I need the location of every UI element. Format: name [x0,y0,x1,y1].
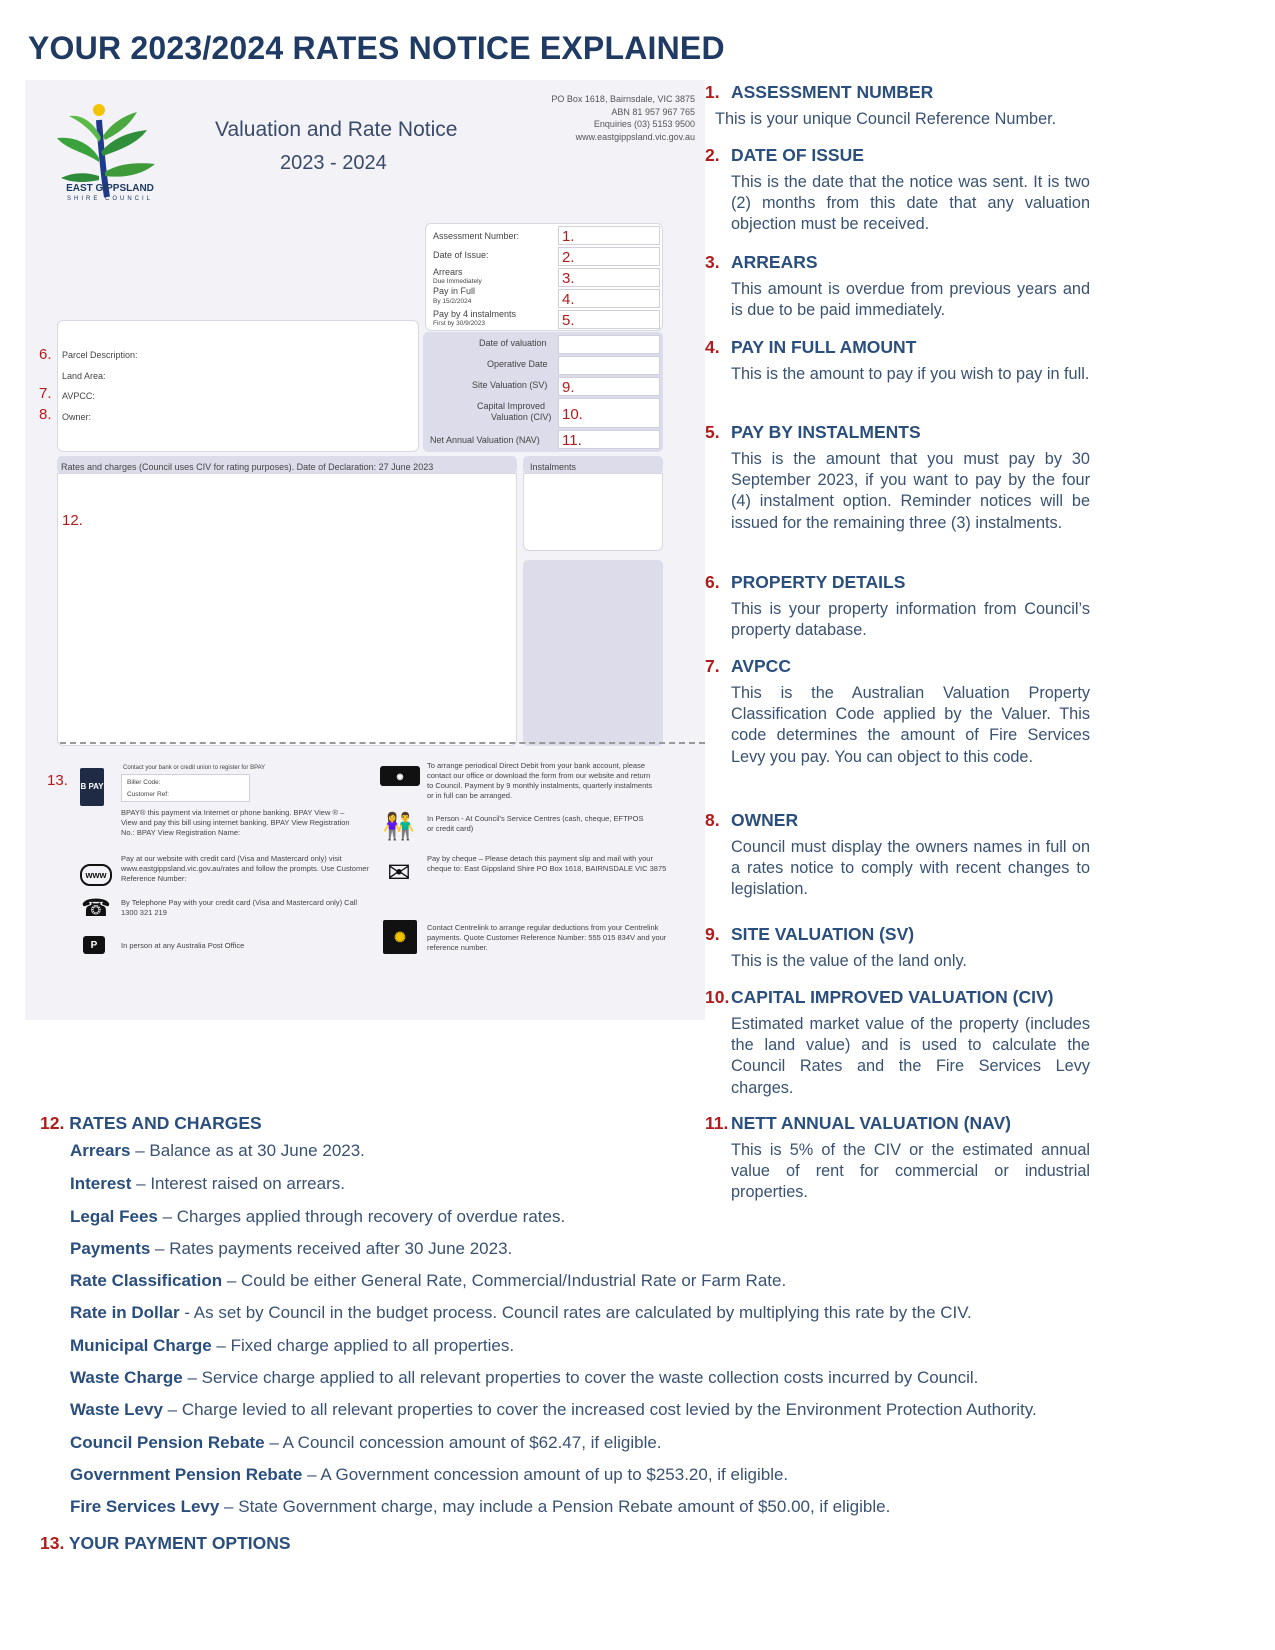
rate-item: Rate in Dollar - As set by Council in the budget process. Council rates are calculated by multiplying this rate by the CIV. [70,1303,972,1322]
section-13-heading: 13. YOUR PAYMENT OPTIONS [40,1533,291,1553]
rate-item: Legal Fees – Charges applied through recovery of overdue rates. [70,1207,566,1226]
notice-title: Valuation and Rate Notice [215,118,458,141]
explain-pay-in-full: 4. PAY IN FULL AMOUNT This is the amount to pay if you wish to pay in full. [705,337,1090,383]
explain-arrears: 3. ARREARS This amount is overdue from previous years and is due to be paid immediately. [705,252,1090,320]
notice-year: 2023 - 2024 [280,152,387,174]
post-office-icon: P [83,936,105,954]
direct-debit-icon: ◉ [380,766,420,786]
people-icon: 👫 [382,810,416,841]
section-12-heading: 12. RATES AND CHARGES [40,1113,262,1133]
rates-box [57,473,517,746]
envelope-icon: ✉ [387,856,411,888]
property-box [57,320,419,452]
notice-contact: PO Box 1618, Bairnsdale, VIC 3875 ABN 81 957 967 765 Enquiries (03) 5153 9500 www.eastgippsland.vic.gov.au [551,94,695,142]
explain-property-details: 6. PROPERTY DETAILS This is your property information from Council’s property database. [705,572,1090,640]
rate-item: Payments – Rates payments received after 30 June 2023. [70,1239,513,1258]
explain-assessment-number: 1. ASSESSMENT NUMBER This is your unique Council Reference Number. [705,82,1057,128]
rate-item: Interest – Interest raised on arrears. [70,1174,345,1193]
explain-nav: 11. NETT ANNUAL VALUATION (NAV) This is 5% of the CIV or the estimated annual value of rent for commercial or industrial properties. [705,1113,1090,1202]
rate-item: Council Pension Rebate – A Council concession amount of $62.47, if eligible. [70,1433,662,1452]
explain-owner: 8. OWNER Council must display the owners names in full on a rates notice to comply with recent changes to legislation. [705,810,1090,899]
rate-item: Arrears – Balance as at 30 June 2023. [70,1141,365,1160]
page-title: YOUR 2023/2024 RATES NOTICE EXPLAINED [28,30,725,66]
logo-name: EAST GIPPSLAND [66,183,154,194]
rate-item: Municipal Charge – Fixed charge applied to all properties. [70,1336,515,1355]
centrelink-icon: ✺ [383,920,417,954]
instalments-box [523,473,663,551]
rate-item: Waste Charge – Service charge applied to all relevant properties to cover the waste collection costs incurred by Council. [70,1368,979,1387]
explain-avpcc: 7. AVPCC This is the Australian Valuation Property Classification Code applied by the Valuer. This code determines the amount of Fire Services Levy you pay. You can object to this code. [705,656,1090,766]
bpay-icon: B PAY [80,768,104,806]
explain-pay-by-instalments: 5. PAY BY INSTALMENTS This is the amount that you must pay by 30 September 2023, if you want to pay by the four (4) instalment option. Reminder notices will be issued for the remaining three (3) instalments. [705,422,1090,532]
explain-date-of-issue: 2. DATE OF ISSUE This is the date that the notice was sent. It is two (2) months from this date that any valuation objection must be received. [705,145,1090,234]
rate-item: Rate Classification – Could be either General Rate, Commercial/Industrial Rate or Farm Rate. [70,1271,787,1290]
rates-notice-sample: EAST GIPPSLAND SHIRE COUNCIL Valuation and Rate Notice 2023 - 2024 PO Box 1618, Bairnsdale, VIC 3875 ABN 81 957 967 765 Enquiries (03) 5153 9500 www.eastgippsland.vic.gov.au Assessment Number: Date of Issue: Arrears Due Immediately Pay in Full By 15/2/2024 Pay by 4 instalments First by 30/9/2023 1. 2. 3. 4. 5. 6. Parcel Description: Land Area: 7. AVPCC: 8. Owner: Date of valuation Operative Date Site Valuation (SV) Capital Improved Valuation (CIV) Net Annual Valuation (NAV) 9. 10. 11. Rates and charges (Council uses CIV for rating purposes). Date of Declaration: 27 June 2023 12. Instalments 13. B PAY Contact your bank or credit union to register for BPAY Biller Code: Customer Ref: BPAY® this payment via Internet or phone banking. BPAY View ® – View and pay this bill using internet banking. BPAY View Registration No.: BPAY View Registration Name: www Pay at our website with credit card (Visa and Mastercard only) visit www.eastgippsland.vic.gov.au/rates and follow the prompts. Use Customer Reference Number: ☎ By Telephone Pay with your credit card (Visa and Mastercard only) Call 1300 321 219 P In person at any Australia Post Office ◉ To arrange periodical Direct Debit from your bank account, please contact our office or download the form from our website and return to Council. Payment by 9 monthly instalments, quarterly instalments or in full can be arranged. 👫 In Person - At Council's Service Centres (cash, cheque, EFTPOS or credit card) ✉ Pay by cheque – Please detach this payment slip and mail with your cheque to: East Gippsland Shire PO Box 1618, BAIRNSDALE VIC 3875 ✺ Contact Centrelink to arrange regular deductions from your Centrelink payments. Quote Customer Reference Number: 555 015 834V and your reference number. [25,80,705,1020]
www-icon: www [80,864,112,886]
logo-sub: SHIRE COUNCIL [66,196,153,202]
council-logo-icon [55,92,165,212]
explain-site-valuation: 9. SITE VALUATION (SV) This is the value of the land only. [705,924,967,970]
explain-civ: 10.CAPITAL IMPROVED VALUATION (CIV) Estimated market value of the property (includes the land value) and is used to calculate the Council Rates and the Fire Services Levy charges. [705,987,1090,1097]
rate-item: Government Pension Rebate – A Government concession amount of up to $253.20, if eligible. [70,1465,789,1484]
tear-line [60,742,705,744]
telephone-icon: ☎ [81,894,111,922]
rate-item: Fire Services Levy – State Government charge, may include a Pension Rebate amount of $50.00, if eligible. [70,1497,891,1516]
rate-item: Waste Levy – Charge levied to all relevant properties to cover the increased cost levied by the Environment Protection Authority. [70,1400,1037,1419]
rates-header-text: Rates and charges (Council uses CIV for rating purposes). Date of Declaration: 27 June 2023 [61,462,434,472]
